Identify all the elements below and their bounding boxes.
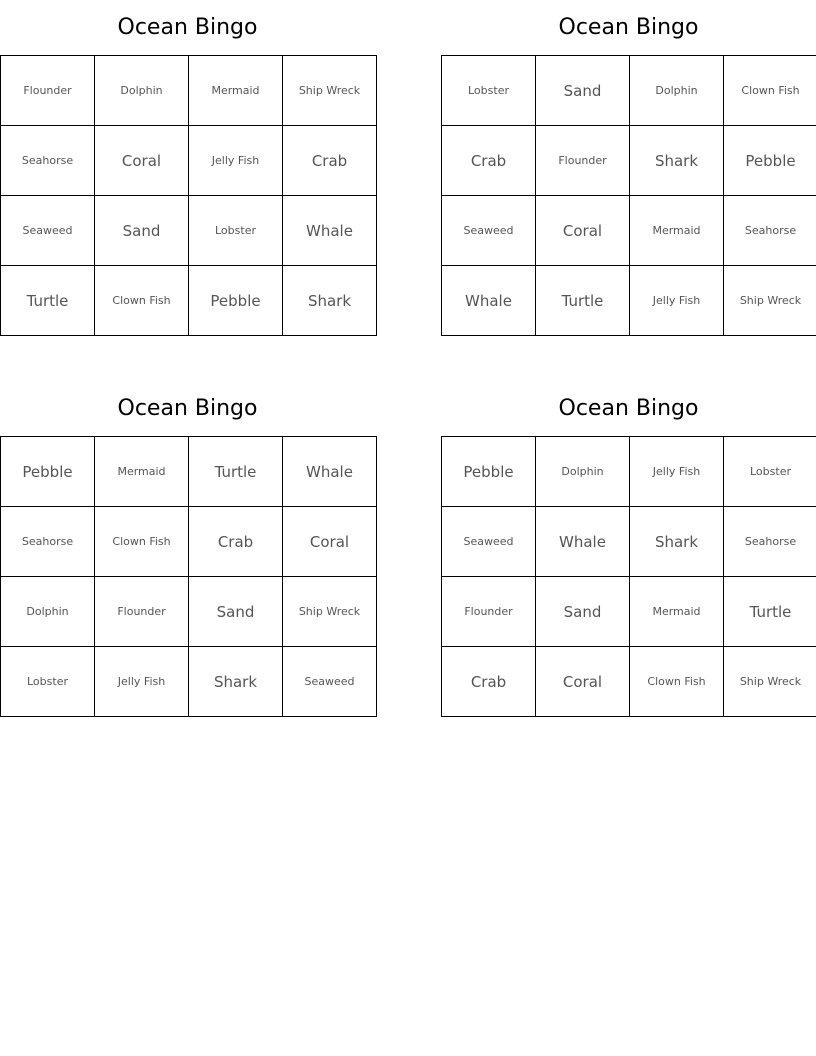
card-title: Ocean Bingo (117, 396, 258, 421)
grid-row (1, 126, 377, 196)
bingo-cell: Turtle (1, 266, 95, 336)
bingo-cell: Sand (536, 577, 630, 647)
bingo-cell: Seaweed (442, 196, 536, 266)
bingo-cell: Flounder (442, 577, 536, 647)
bingo-cell: Mermaid (630, 196, 724, 266)
bingo-cell: Flounder (95, 577, 189, 647)
bingo-cell: Jelly Fish (630, 437, 724, 507)
bingo-cell: Jelly Fish (189, 126, 283, 196)
bingo-cell: Dolphin (95, 56, 189, 126)
grid-row (442, 647, 816, 717)
bingo-cell: Seaweed (442, 507, 536, 577)
bingo-cell: Lobster (442, 56, 536, 126)
bingo-cell: Turtle (724, 577, 816, 647)
bingo-cell: Crab (442, 647, 536, 717)
bingo-cell: Dolphin (536, 437, 630, 507)
bingo-card-1 (0, 0, 375, 336)
bingo-cell: Flounder (536, 126, 630, 196)
bingo-cell: Jelly Fish (630, 266, 724, 336)
grid-row (1, 266, 377, 336)
bingo-cell: Coral (536, 196, 630, 266)
bingo-cell: Clown Fish (724, 56, 816, 126)
grid-row (442, 577, 816, 647)
grid-row (1, 577, 377, 647)
grid-row (442, 266, 816, 336)
bingo-cell: Clown Fish (630, 647, 724, 717)
bingo-cell: Clown Fish (95, 507, 189, 577)
bingo-card-4 (441, 381, 816, 717)
bingo-cell: Turtle (189, 437, 283, 507)
bingo-cell: Shark (189, 647, 283, 717)
bingo-cell: Coral (95, 126, 189, 196)
bingo-cell: Mermaid (189, 56, 283, 126)
bingo-cell: Seahorse (724, 196, 816, 266)
card-title: Ocean Bingo (558, 396, 699, 421)
bingo-cell: Ship Wreck (283, 56, 377, 126)
bingo-cell: Whale (536, 507, 630, 577)
bingo-cell: Seaweed (283, 647, 377, 717)
bingo-grid (441, 55, 816, 336)
bingo-cell: Shark (630, 507, 724, 577)
grid-row (1, 437, 377, 507)
bingo-cell: Dolphin (1, 577, 95, 647)
bingo-cell: Mermaid (630, 577, 724, 647)
grid-row (442, 56, 816, 126)
bingo-cell: Dolphin (630, 56, 724, 126)
bingo-cell: Pebble (442, 437, 536, 507)
bingo-cell: Sand (536, 56, 630, 126)
bingo-grid (0, 436, 377, 717)
bingo-cell: Lobster (189, 196, 283, 266)
bingo-cell: Ship Wreck (724, 266, 816, 336)
grid-row (442, 196, 816, 266)
bingo-cell: Seahorse (1, 126, 95, 196)
bingo-grid (441, 436, 816, 717)
card-title: Ocean Bingo (117, 15, 258, 40)
grid-row (1, 196, 377, 266)
bingo-cell: Shark (283, 266, 377, 336)
bingo-cell: Seaweed (1, 196, 95, 266)
bingo-cell: Shark (630, 126, 724, 196)
bingo-cell: Crab (283, 126, 377, 196)
bingo-cell: Crab (189, 507, 283, 577)
bingo-cell: Turtle (536, 266, 630, 336)
bingo-cell: Flounder (1, 56, 95, 126)
bingo-cell: Sand (95, 196, 189, 266)
grid-row (442, 507, 816, 577)
card-title: Ocean Bingo (558, 15, 699, 40)
grid-row (1, 647, 377, 717)
bingo-cell: Seahorse (1, 507, 95, 577)
bingo-cell: Pebble (189, 266, 283, 336)
bingo-cell: Coral (536, 647, 630, 717)
bingo-cell: Mermaid (95, 437, 189, 507)
grid-row (1, 507, 377, 577)
bingo-cell: Pebble (1, 437, 95, 507)
bingo-cell: Ship Wreck (283, 577, 377, 647)
bingo-grid (0, 55, 377, 336)
grid-row (442, 126, 816, 196)
bingo-cell: Whale (283, 196, 377, 266)
bingo-cell: Sand (189, 577, 283, 647)
bingo-cell: Whale (442, 266, 536, 336)
bingo-cell: Coral (283, 507, 377, 577)
bingo-cell: Clown Fish (95, 266, 189, 336)
bingo-card-3 (0, 381, 375, 717)
grid-row (1, 56, 377, 126)
bingo-cell: Lobster (724, 437, 816, 507)
bingo-cell: Seahorse (724, 507, 816, 577)
bingo-cell: Lobster (1, 647, 95, 717)
bingo-cell: Jelly Fish (95, 647, 189, 717)
grid-row (442, 437, 816, 507)
bingo-cell: Crab (442, 126, 536, 196)
bingo-cell: Pebble (724, 126, 816, 196)
bingo-cell: Whale (283, 437, 377, 507)
bingo-cell: Ship Wreck (724, 647, 816, 717)
bingo-card-2 (441, 0, 816, 336)
